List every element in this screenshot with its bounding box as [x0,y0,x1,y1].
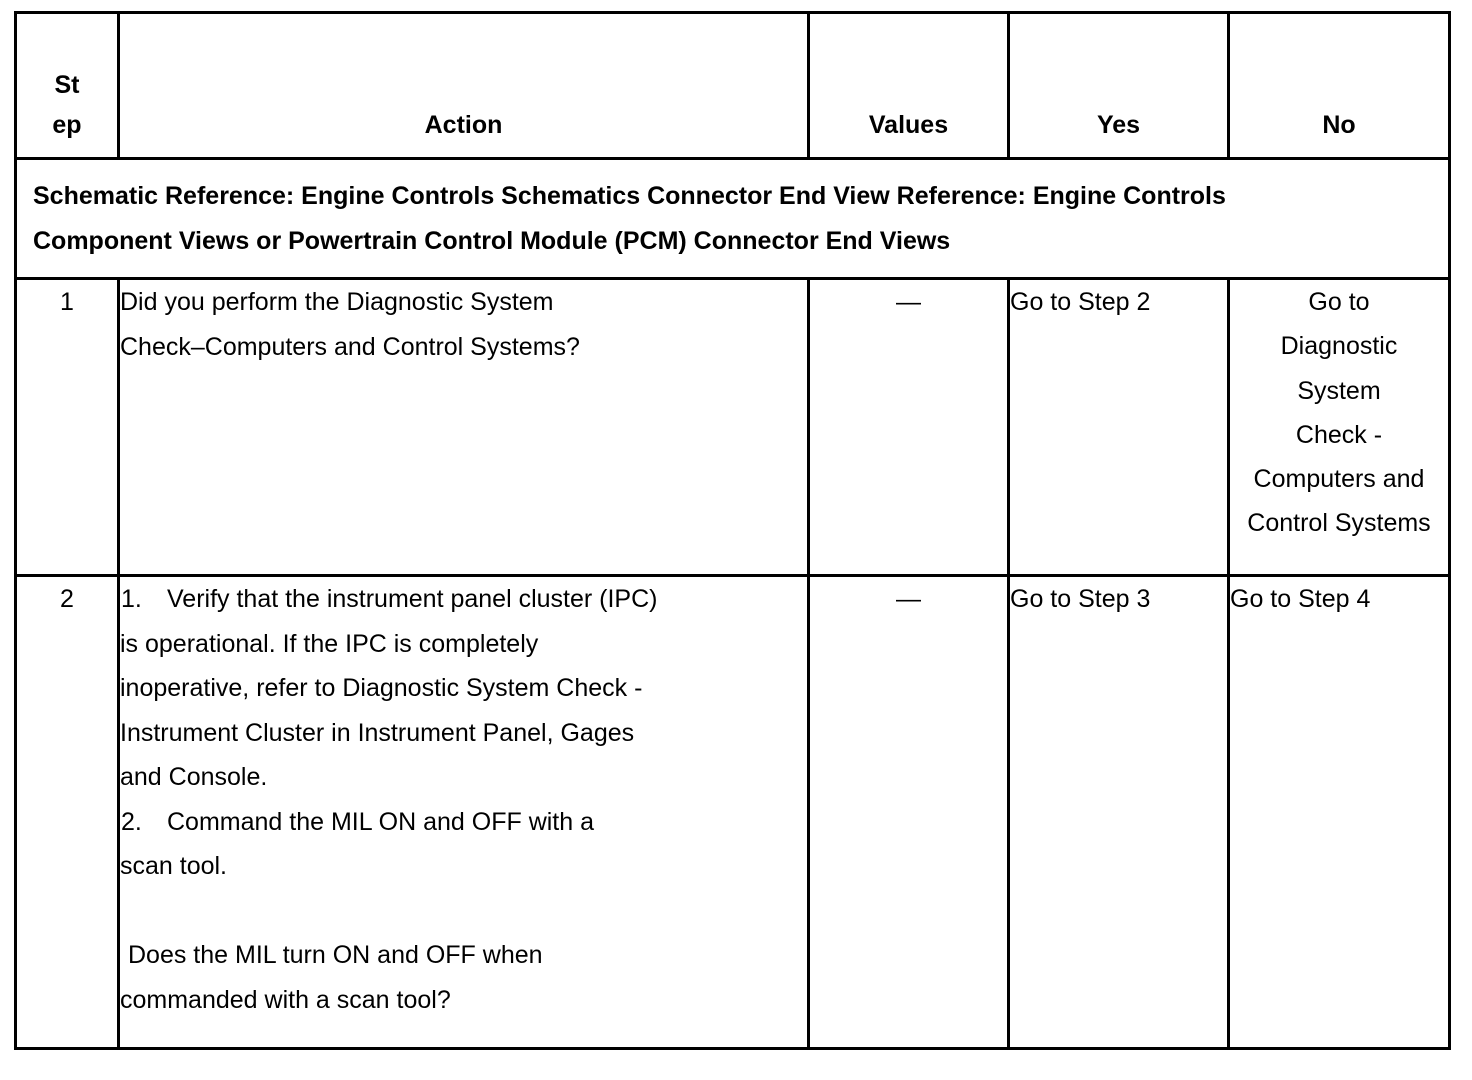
action-text: and Console. [120,763,268,791]
item-number: 1. [121,585,142,613]
header-row [16,13,1450,159]
no-text: Computers and [1253,465,1425,494]
reference-line2: Component Views or Powertrain Control Module (PCM) Connector End Views [33,226,951,255]
step-number: 2 [16,576,119,1049]
action-text: inoperative, refer to Diagnostic System Check - [120,674,643,702]
diagnostic-table [14,11,1451,1050]
action-cell [119,576,809,1049]
action-text: scan tool. [120,852,228,880]
values-cell: — [809,279,1009,576]
question-text: commanded with a scan tool? [120,985,451,1014]
reference-cell [16,159,1450,279]
no-text: Check - [1295,420,1383,449]
yes-cell: Go to Step 2 [1009,279,1229,576]
reference-line1: Schematic Reference: Engine Controls Schematics Connector End View Reference: Engine Controls [33,182,1226,210]
table-row [16,576,1450,1049]
no-text: Go to [1308,288,1370,316]
header-no: No [1229,13,1450,159]
values-cell: — [809,576,1009,1049]
header-step-line2: ep [52,111,82,139]
yes-cell: Go to Step 3 [1009,576,1229,1049]
action-text: Instrument Cluster in Instrument Panel, Gages [120,718,635,747]
reference-row [16,159,1450,279]
action-item-1 [120,577,807,622]
table-row [16,279,1450,576]
action-item-2 [120,800,807,845]
header-values: Values [809,13,1009,159]
header-action: Action [119,13,809,159]
question-text: Does the MIL turn ON and OFF when [128,941,543,969]
action-cell [119,279,809,576]
action-text: is operational. If the IPC is completely [120,629,539,658]
no-text: System [1297,376,1381,405]
spacer [120,889,807,934]
header-yes: Yes [1009,13,1229,159]
action-text: Check–Computers and Control Systems? [120,332,580,361]
action-text: Verify that the instrument panel cluster (IPC) [167,585,658,613]
item-number: 2. [121,807,142,836]
no-cell [1229,279,1450,576]
no-cell: Go to Step 4 [1229,576,1450,1049]
step-number: 1 [16,279,119,576]
action-text: Did you perform the Diagnostic System [120,288,554,316]
header-step [16,13,119,159]
no-text: Diagnostic [1280,332,1398,361]
no-text: Control Systems [1247,509,1431,538]
header-step-line1: St [54,71,80,99]
action-text: Command the MIL ON and OFF with a [167,807,595,836]
